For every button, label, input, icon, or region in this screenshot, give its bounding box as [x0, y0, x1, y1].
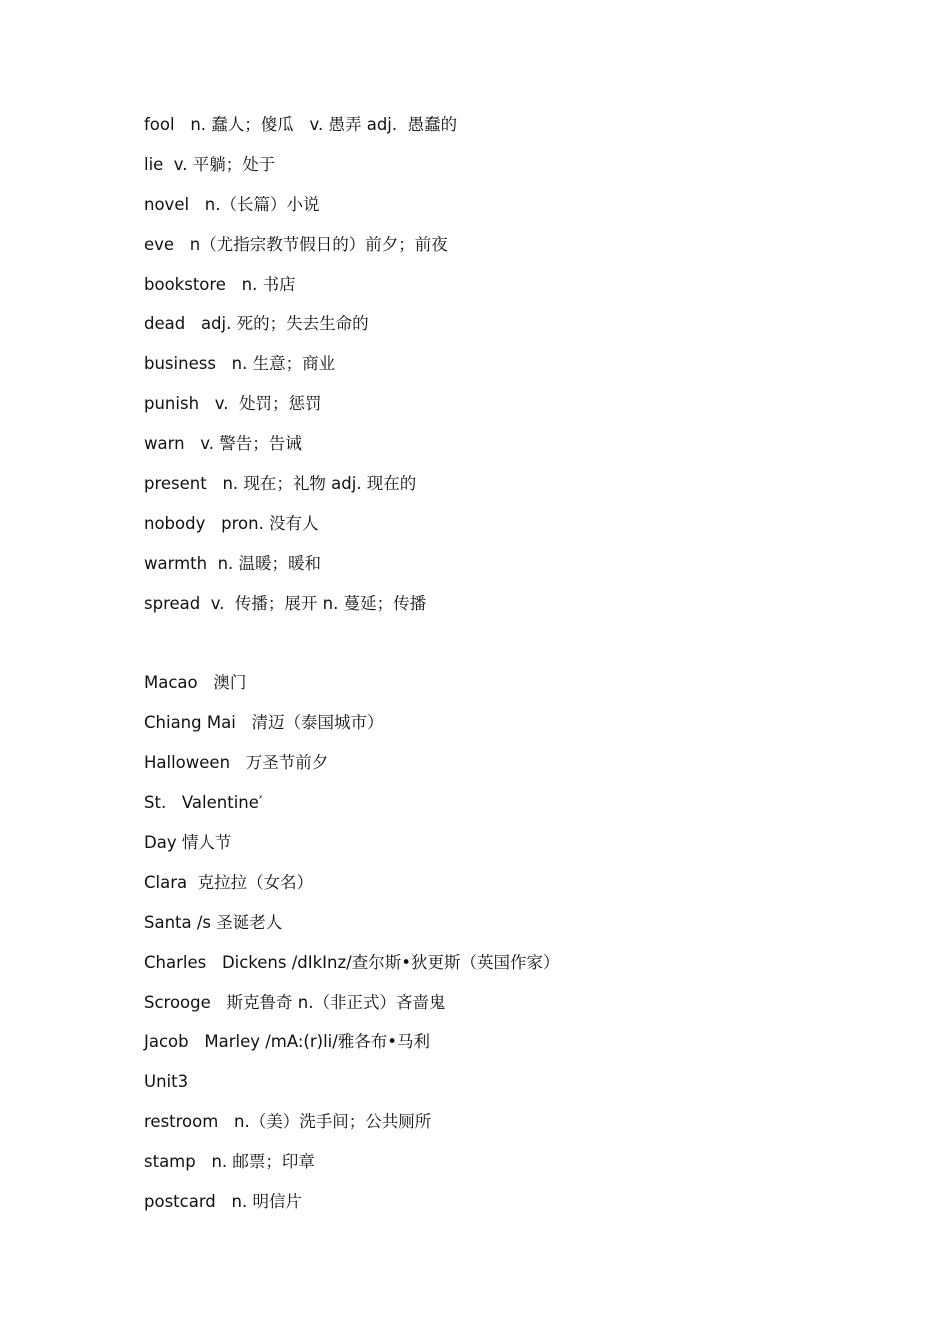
vocab-entry-eve: eve n（尤指宗教节假日的）前夕；前夜: [144, 234, 448, 254]
vocab-entry-bookstore: bookstore n. 书店: [144, 274, 296, 294]
vocab-entry-spread: spread v. 传播；展开 n. 蔓延；传播: [144, 593, 427, 613]
vocab-entry-dead: dead adj. 死的；失去生命的: [144, 314, 369, 334]
vocab-entry-warmth: warmth n. 温暖；暖和: [144, 553, 322, 573]
vocab-entry-fool: fool n. 蠢人；傻瓜 v. 愚弄 adj. 愚蠢的: [144, 115, 458, 134]
vocab-entry-scrooge: Scrooge 斯克鲁奇 n.（非正式）吝啬鬼: [144, 992, 446, 1012]
vocab-entry-chiang-mai: Chiang Mai 清迈（泰国城市）: [144, 713, 384, 733]
vocabulary-list: [144, 112, 904, 1229]
vocab-entry-charles-dickens: Charles Dickens /dIkInz/查尔斯•狄更斯（英国作家）: [144, 952, 560, 972]
vocab-entry-postcard: postcard n. 明信片: [144, 1192, 302, 1212]
vocab-entry-st-valentine: St. Valentine′: [144, 793, 263, 813]
vocab-entry-present: present n. 现在；礼物 adj. 现在的: [144, 474, 417, 494]
vocab-entry-day: Day 情人节: [144, 833, 232, 853]
vocab-entry-novel: novel n.（长篇）小说: [144, 194, 320, 214]
unit-heading: Unit3: [144, 1072, 189, 1092]
vocab-entry-macao: Macao 澳门: [144, 673, 247, 693]
vocab-entry-business: business n. 生意；商业: [144, 354, 336, 374]
vocab-entry-nobody: nobody pron. 没有人: [144, 513, 319, 533]
vocab-entry-restroom: restroom n.（美）洗手间；公共厕所: [144, 1112, 432, 1132]
vocab-entry-halloween: Halloween 万圣节前夕: [144, 753, 329, 773]
vocab-entry-punish: punish v. 处罚；惩罚: [144, 394, 322, 414]
vocab-entry-santa: Santa /s 圣诞老人: [144, 912, 283, 932]
blank-line: [144, 631, 904, 671]
vocab-entry-stamp: stamp n. 邮票；印章: [144, 1152, 315, 1172]
vocab-entry-clara: Clara 克拉拉（女名）: [144, 872, 314, 892]
vocab-entry-warn: warn v. 警告；告诫: [144, 434, 302, 454]
vocab-entry-jacob-marley: Jacob Marley /mA:(r)li/雅各布•马利: [144, 1032, 431, 1052]
vocab-entry-lie: lie v. 平躺；处于: [144, 154, 276, 174]
